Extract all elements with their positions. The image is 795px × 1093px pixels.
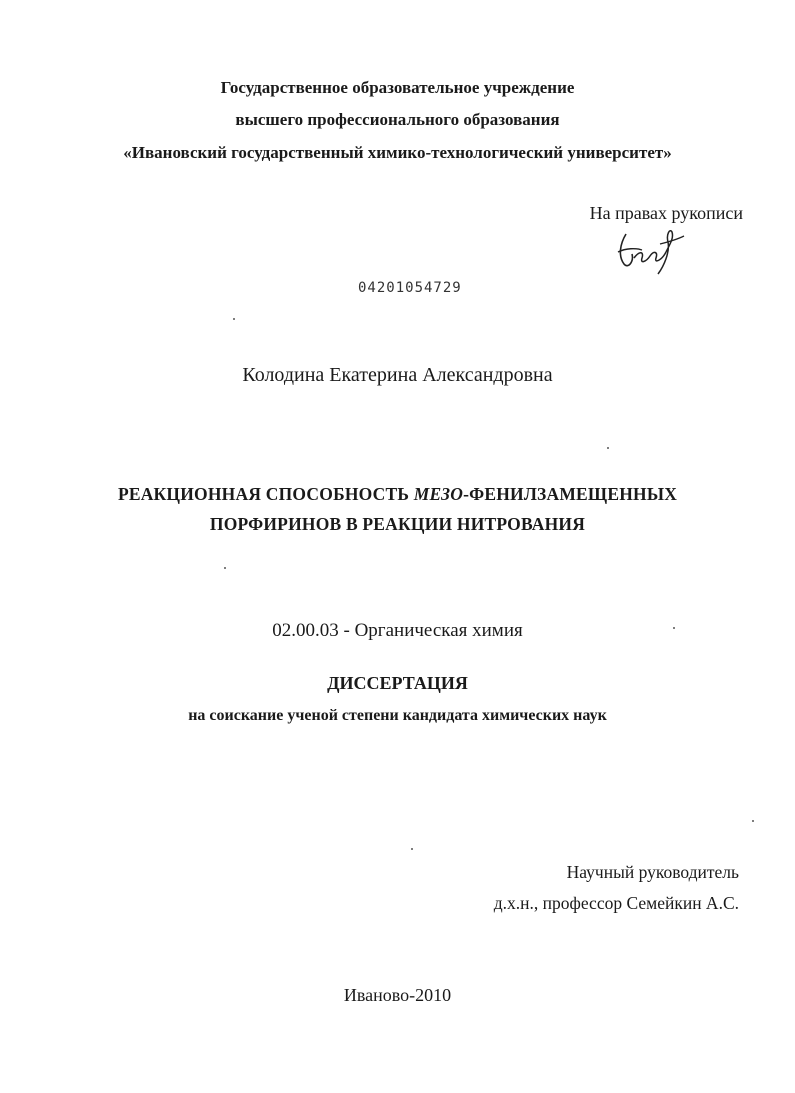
signature-icon (612, 222, 692, 280)
institution-line-2: высшего профессионального образования (235, 110, 560, 129)
document-type: ДИССЕРТАЦИЯ (327, 673, 468, 693)
manuscript-note: На правах рукописи (589, 203, 743, 223)
supervisor-name: д.х.н., профессор Семейкин А.С. (493, 893, 739, 913)
stamp-number: 04201054729 (358, 280, 462, 296)
title-italic-word: МЕЗО (413, 484, 464, 504)
specialty: 02.00.03 - Органическая химия (272, 620, 523, 641)
scan-speck (224, 567, 226, 569)
supervisor-label: Научный руководитель (566, 862, 739, 882)
degree-line: на соискание ученой степени кандидата химических наук (188, 707, 607, 724)
title-suffix: -ФЕНИЛЗАМЕЩЕННЫХ (463, 484, 678, 504)
title-prefix: РЕАКЦИОННАЯ СПОСОБНОСТЬ (117, 484, 414, 504)
institution-line-3: «Ивановский государственный химико-технологический университет» (123, 143, 672, 162)
scan-speck (607, 447, 609, 449)
dissertation-title-line-1 (0, 484, 795, 505)
scan-speck (411, 848, 413, 850)
author-name: Колодина Екатерина Александровна (242, 364, 553, 386)
scan-speck (673, 627, 675, 629)
scan-speck (233, 318, 235, 320)
dissertation-title-line-2: ПОРФИРИНОВ В РЕАКЦИИ НИТРОВАНИЯ (209, 514, 586, 534)
city-year: Иваново-2010 (343, 985, 452, 1005)
institution-line-1: Государственное образовательное учреждение (220, 78, 575, 97)
scan-speck (752, 820, 754, 822)
